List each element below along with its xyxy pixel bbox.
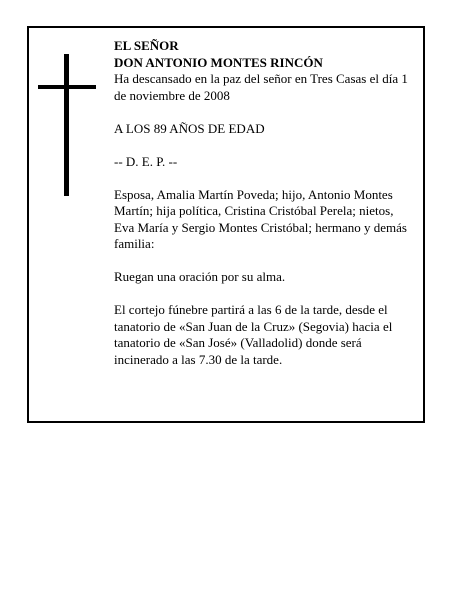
obituary-text <box>114 38 416 368</box>
rip-line: -- D. E. P. -- <box>114 153 178 169</box>
death-statement: Ha descansado en la paz del señor en Tres Casas el día 1 de noviembre de 2008 <box>114 71 408 103</box>
cross-vertical-bar <box>64 54 69 196</box>
prayer-request: Ruegan una oración por su alma. <box>114 269 286 284</box>
age-statement: A LOS 89 AÑOS DE EDAD <box>114 120 265 136</box>
title-line-1: EL SEÑOR <box>114 38 179 53</box>
cross-horizontal-bar <box>38 85 96 89</box>
funeral-details: El cortejo fúnebre partirá a las 6 de la tarde, desde el tanatorio de «San Juan de la Cruz» (Segovia) hacia el tanatorio de «San José» (Valladolid) donde será incinerado a las 7.30 de la tarde. <box>114 302 393 367</box>
family-list: Esposa, Amalia Martín Poveda; hijo, Antonio Montes Martín; hija política, Cristina Cristóbal Perela; nietos, Eva María y Sergio Montes Cristóbal; hermano y demás familia: <box>114 186 407 251</box>
title-line-2: DON ANTONIO MONTES RINCÓN <box>114 54 323 70</box>
